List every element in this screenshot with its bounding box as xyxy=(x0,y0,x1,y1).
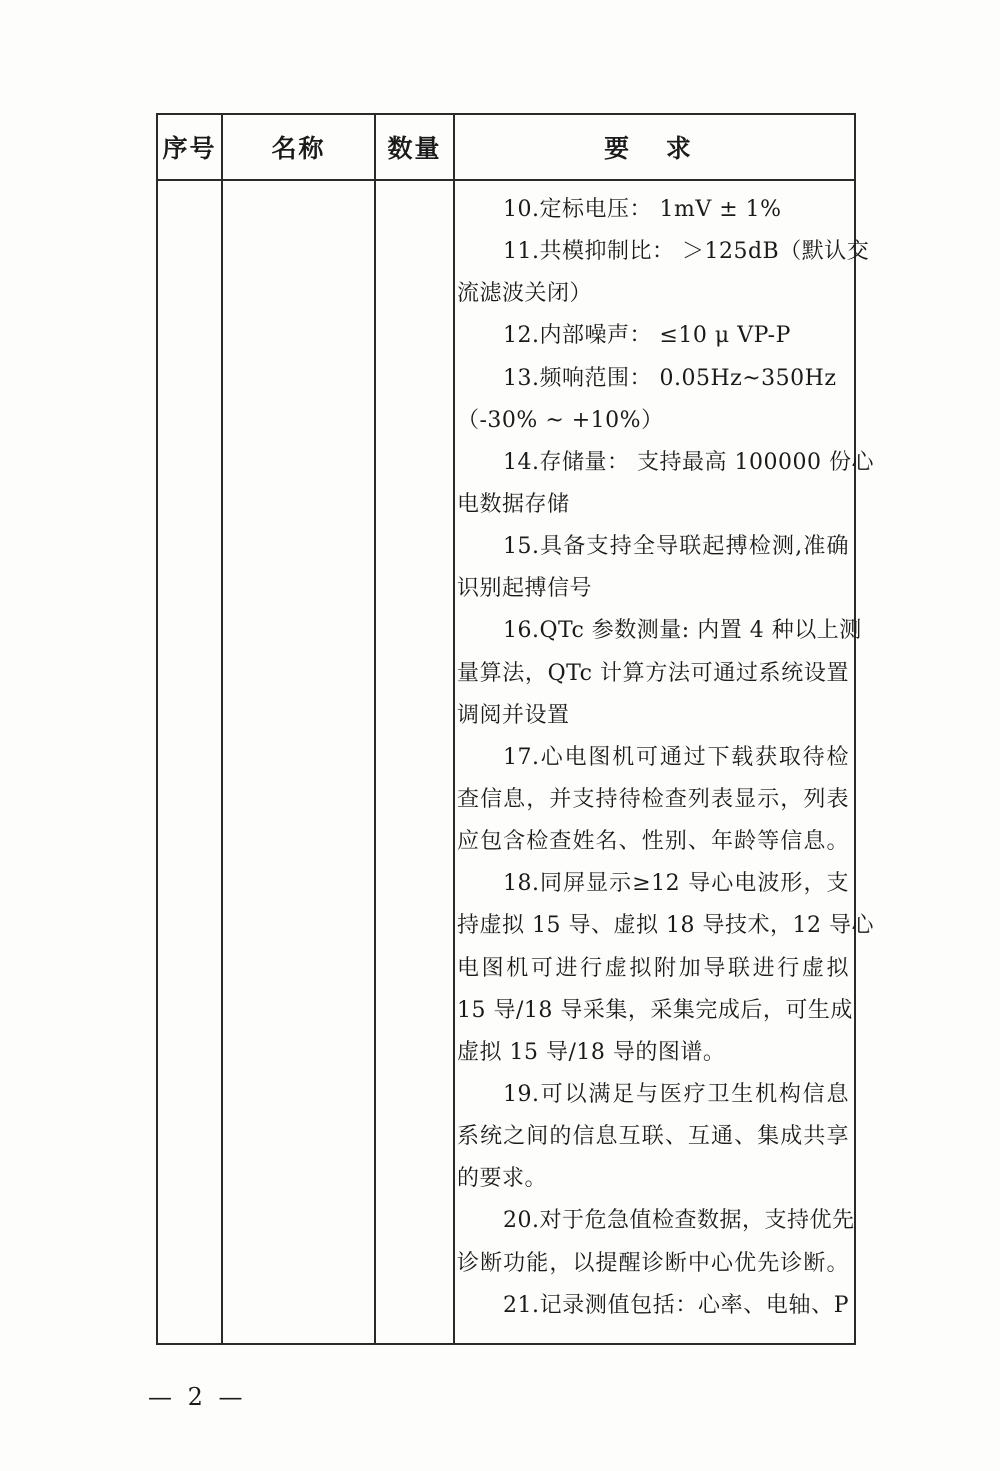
requirement-line: 20.对于危急值检查数据，支持优先 xyxy=(503,1208,855,1234)
header-requirements: 要 求 xyxy=(454,114,855,180)
index-cell xyxy=(157,180,222,1344)
requirement-line: 应包含检查姓名、性别、年龄等信息。 xyxy=(457,829,849,855)
requirement-line: 12.内部噪声： ≤10 μ VP-P xyxy=(503,323,791,349)
requirement-line: 虚拟 15 导/18 导的图谱。 xyxy=(457,1039,726,1065)
page-number: — 2 — xyxy=(148,1383,247,1411)
requirement-line: 电数据存储 xyxy=(457,491,570,517)
requirement-line: 持虚拟 15 导、虚拟 18 导技术，12 导心 xyxy=(457,913,874,939)
requirement-line: 16.QTc 参数测量: 内置 4 种以上测 xyxy=(503,618,862,644)
requirements-table xyxy=(156,113,874,1345)
requirement-line: 调阅并设置 xyxy=(457,702,570,728)
header-name: 名称 xyxy=(222,114,375,180)
requirement-line: 诊断功能，以提醒诊断中心优先诊断。 xyxy=(457,1250,849,1276)
requirement-line: 15.具备支持全导联起搏检测,准确 xyxy=(503,534,849,560)
requirements-cell xyxy=(454,180,874,1344)
requirement-line: 量算法，QTc 计算方法可通过系统设置 xyxy=(457,660,849,686)
requirement-line: 的要求。 xyxy=(457,1166,548,1192)
requirement-line: 查信息，并支持待检查列表显示，列表 xyxy=(457,786,849,812)
table-row xyxy=(157,180,855,1344)
requirement-line: 18.同屏显示≥12 导心电波形，支 xyxy=(503,871,849,897)
requirement-line: （-30% ~ +10%） xyxy=(457,407,664,433)
requirement-line: 识别起搏信号 xyxy=(457,576,593,602)
requirement-line: 10.定标电压： 1mV ± 1% xyxy=(503,197,782,222)
header-quantity: 数量 xyxy=(375,114,454,180)
requirement-line: 电图机可进行虚拟附加导联进行虚拟 xyxy=(457,955,849,981)
requirement-line: 13.频响范围： 0.05Hz~350Hz xyxy=(503,365,837,391)
quantity-cell xyxy=(375,180,454,1344)
requirement-line: 系统之间的信息互联、互通、集成共享 xyxy=(457,1124,849,1150)
requirement-line: 21.记录测值包括：心率、电轴、P xyxy=(503,1292,849,1318)
requirement-line: 14.存储量： 支持最高 100000 份心 xyxy=(503,449,874,475)
requirement-line: 11.共模抑制比： ＞125dB（默认交 xyxy=(503,239,870,265)
table-header-row xyxy=(157,114,855,180)
header-index: 序号 xyxy=(157,114,222,180)
requirements-text xyxy=(455,189,874,1327)
name-cell xyxy=(222,180,375,1344)
requirement-line: 17.心电图机可通过下载获取待检 xyxy=(503,744,849,770)
requirement-line: 15 导/18 导采集，采集完成后，可生成 xyxy=(457,997,853,1023)
requirement-line: 流滤波关闭） xyxy=(457,281,593,307)
requirement-line: 19.可以满足与医疗卫生机构信息 xyxy=(503,1081,849,1107)
